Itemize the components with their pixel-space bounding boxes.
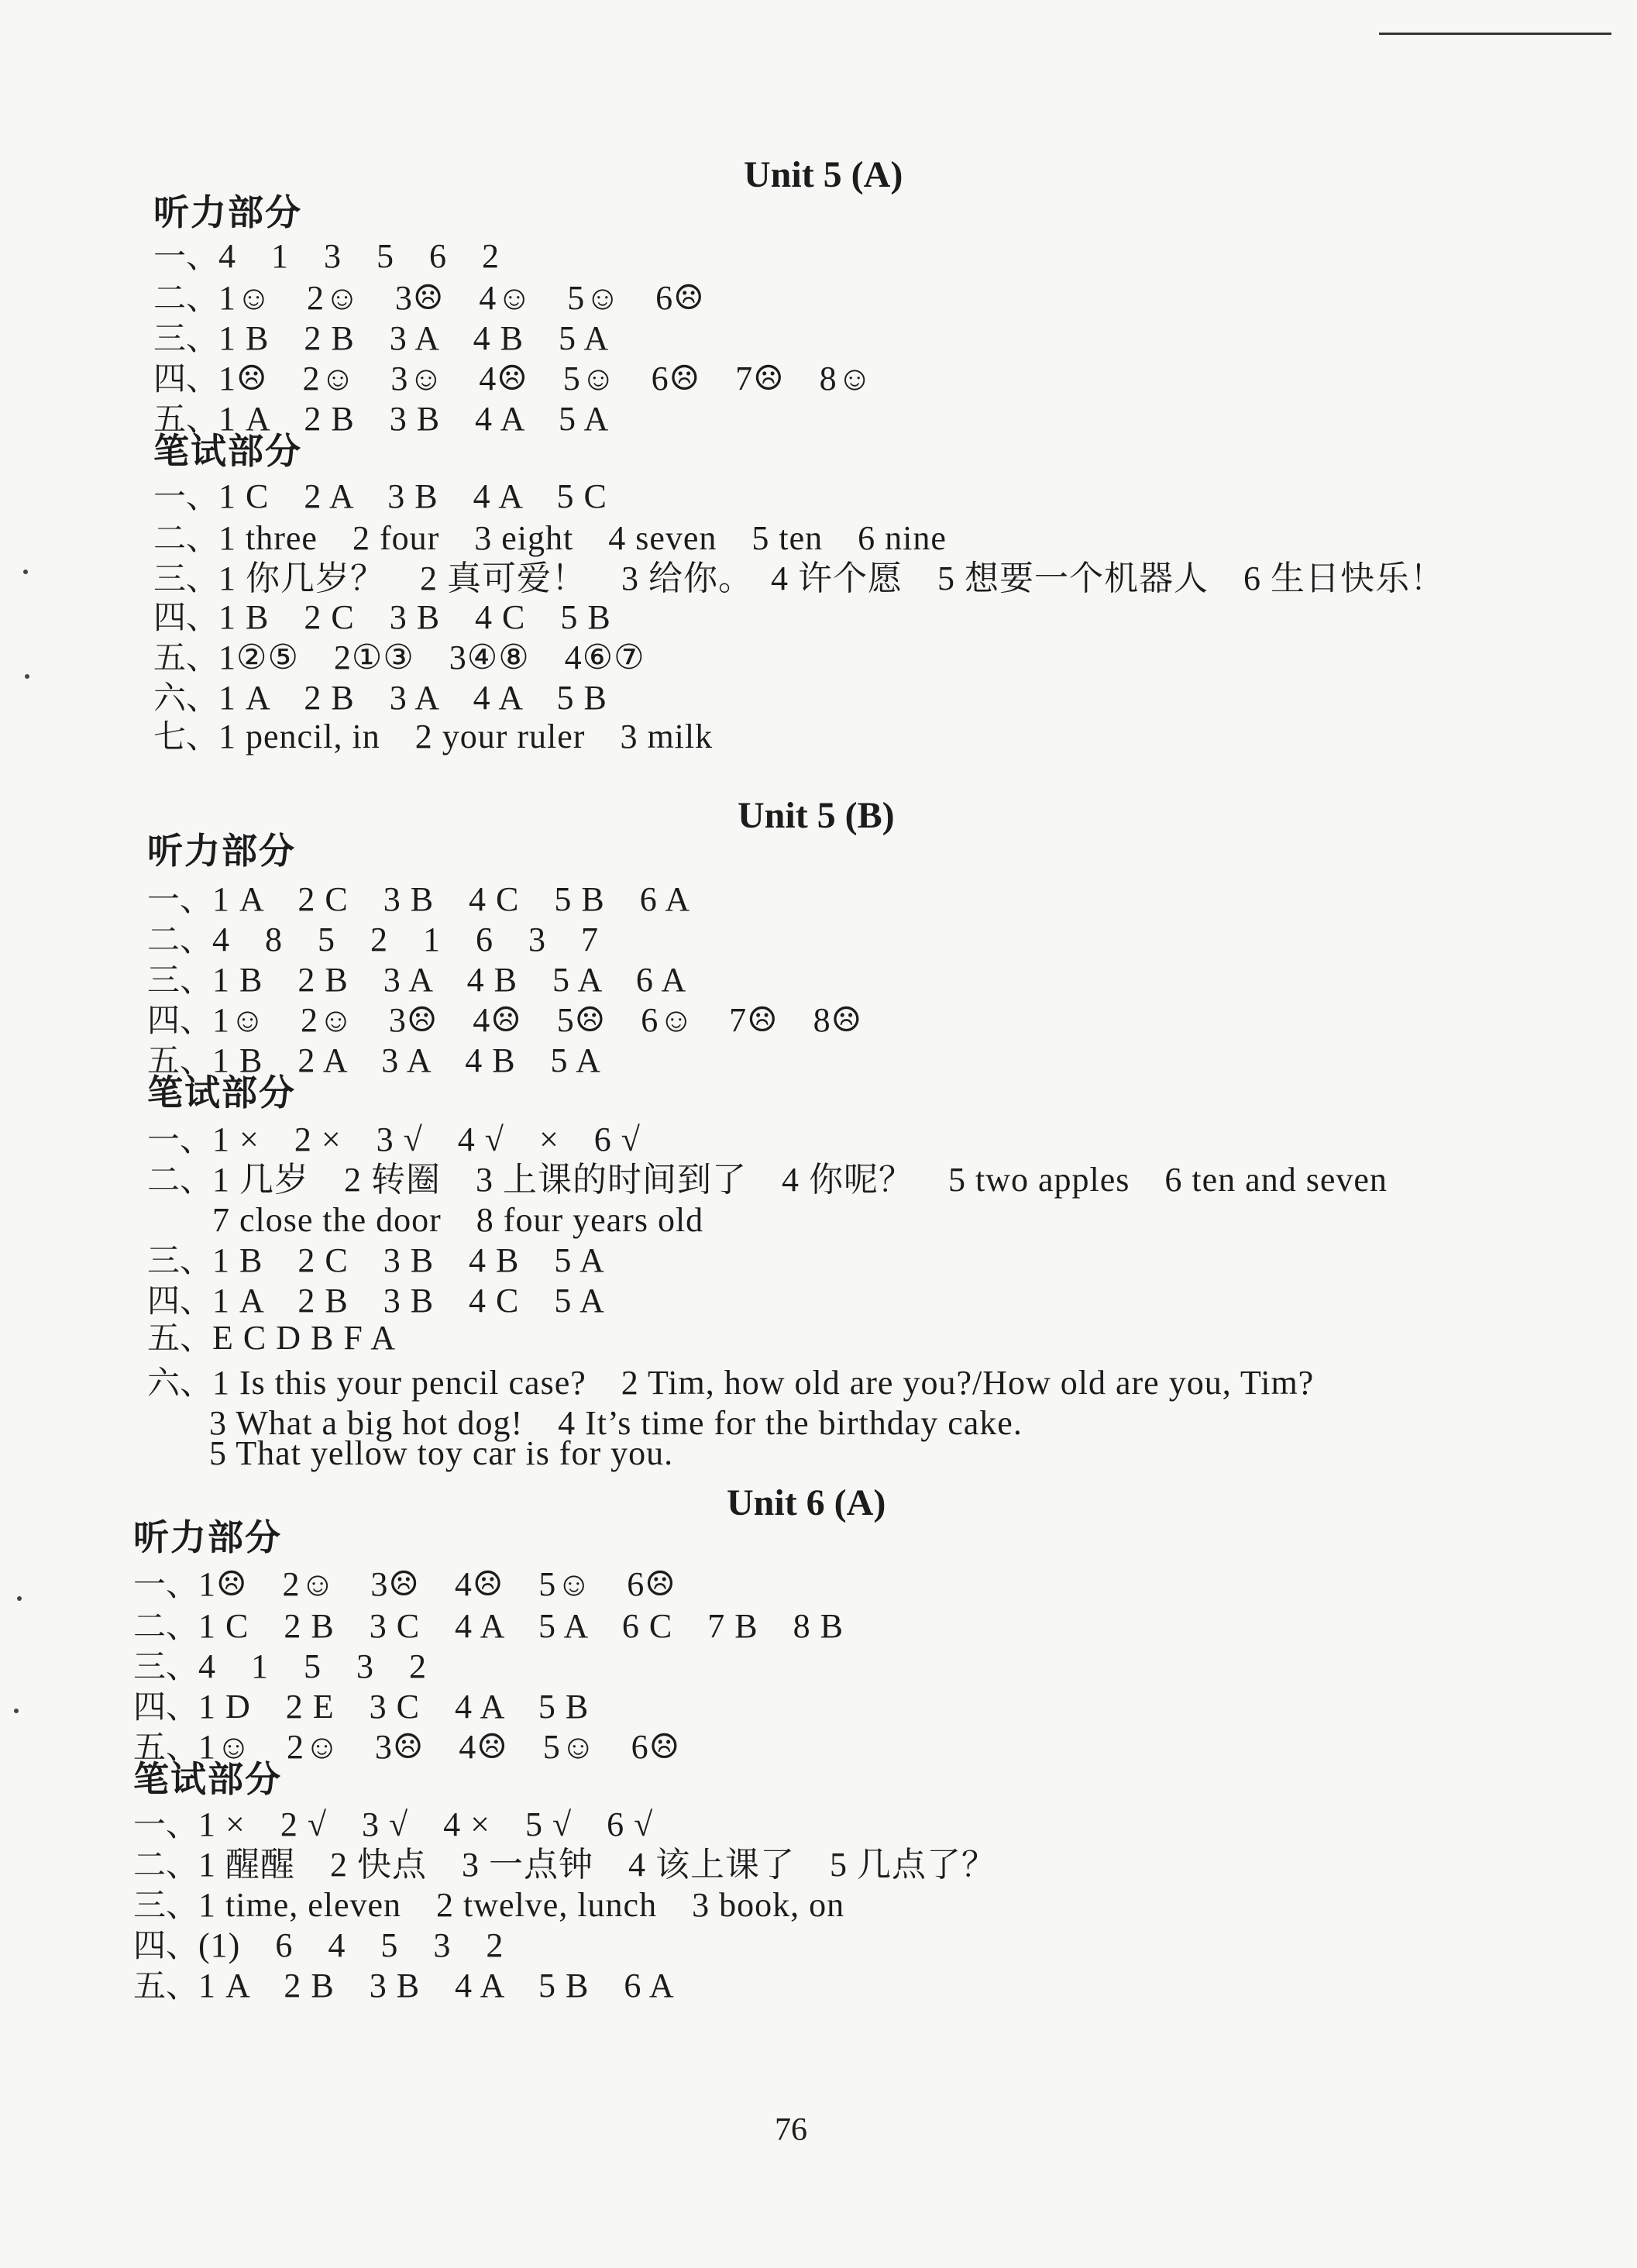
answer-row: 四、1☹ 2☺ 3☺ 4☹ 5☺ 6☹ 7☹ 8☺ <box>153 360 873 398</box>
answer-row: 二、1 three 2 four 3 eight 4 seven 5 ten 6 nine <box>153 519 947 557</box>
answer-row: 四、1 A 2 B 3 B 4 C 5 A <box>147 1282 605 1320</box>
scan-speck <box>14 1709 19 1713</box>
answer-row: 3 What a big hot dog! 4 It’s time for the birthday cake. <box>209 1404 1023 1442</box>
page-number: 76 <box>775 2112 807 2148</box>
answer-row: 三、1 B 2 B 3 A 4 B 5 A 6 A <box>147 961 687 999</box>
answer-row: 五、1 A 2 B 3 B 4 A 5 B 6 A <box>133 1967 675 2005</box>
answer-row: 一、1 A 2 C 3 B 4 C 5 B 6 A <box>147 880 691 918</box>
answer-row: 一、1☹ 2☺ 3☹ 4☹ 5☺ 6☹ <box>133 1565 676 1603</box>
answer-row: 四、1 B 2 C 3 B 4 C 5 B <box>153 598 611 636</box>
written-label: 笔试部分 <box>153 430 302 472</box>
scan-speck <box>23 570 28 574</box>
answer-row: 四、1☺ 2☺ 3☹ 4☹ 5☹ 6☺ 7☹ 8☹ <box>147 1001 863 1039</box>
answer-row: 五、1 A 2 B 3 B 4 A 5 A <box>153 400 610 438</box>
answer-row: 5 That yellow toy car is for you. <box>209 1434 674 1472</box>
answer-row: 五、E C D B F A <box>147 1319 397 1357</box>
answer-row: 六、1 Is this your pencil case? 2 Tim, how old are you?/How old are you, Tim? <box>147 1364 1315 1402</box>
answer-row: 三、1 B 2 B 3 A 4 B 5 A <box>153 319 610 357</box>
answer-row: 二、1 醒醒 2 快点 3 一点钟 4 该上课了 5 几点了？ <box>133 1846 997 1884</box>
answer-row: 一、1 × 2 × 3 √ 4 √ × 6 √ <box>147 1120 641 1158</box>
written-label: 笔试部分 <box>147 1072 296 1113</box>
answer-row: 五、1 B 2 A 3 A 4 B 5 A <box>147 1041 601 1079</box>
answer-row: 一、4 1 3 5 6 2 <box>153 237 500 275</box>
answer-row: 三、1 你几岁？ 2 真可爱！ 3 给你。 4 许个愿 5 想要一个机器人 6 生日快乐！ <box>153 559 1446 597</box>
answer-row: 四、1 D 2 E 3 C 4 A 5 B <box>133 1688 590 1726</box>
answer-row: 三、1 time, eleven 2 twelve, lunch 3 book, on <box>133 1886 845 1924</box>
listening-label: 听力部分 <box>153 191 302 233</box>
top-rule <box>1379 33 1611 35</box>
listening-label: 听力部分 <box>133 1516 282 1558</box>
scan-speck <box>17 1596 22 1601</box>
answer-row: 四、(1) 6 4 5 3 2 <box>133 1926 504 1964</box>
answer-row: 二、1 C 2 B 3 C 4 A 5 A 6 C 7 B 8 B <box>133 1607 844 1645</box>
answer-row: 六、1 A 2 B 3 A 4 A 5 B <box>153 679 607 717</box>
listening-label: 听力部分 <box>147 830 296 872</box>
written-label: 笔试部分 <box>133 1758 282 1800</box>
answer-row: 二、1☺ 2☺ 3☹ 4☺ 5☺ 6☹ <box>153 279 705 317</box>
unit-title: Unit 5 (A) <box>744 154 903 195</box>
answer-row: 一、1 C 2 A 3 B 4 A 5 C <box>153 477 607 515</box>
answer-row: 二、4 8 5 2 1 6 3 7 <box>147 921 600 958</box>
answer-row: 一、1 × 2 √ 3 √ 4 × 5 √ 6 √ <box>133 1805 654 1843</box>
answer-row: 七、1 pencil, in 2 your ruler 3 milk <box>153 718 714 755</box>
scan-speck <box>25 674 29 679</box>
answer-row: 二、1 几岁 2 转圈 3 上课的时间到了 4 你呢？ 5 two apples 6 ten and seven <box>147 1161 1388 1199</box>
answer-row: 7 close the door 8 four years old <box>212 1201 704 1239</box>
unit-title: Unit 5 (B) <box>738 795 895 836</box>
answer-row: 五、1☺ 2☺ 3☹ 4☹ 5☺ 6☹ <box>133 1728 681 1766</box>
answer-row: 五、1②⑤ 2①③ 3④⑧ 4⑥⑦ <box>153 638 645 676</box>
answer-row: 三、1 B 2 C 3 B 4 B 5 A <box>147 1241 605 1279</box>
unit-title: Unit 6 (A) <box>727 1482 886 1523</box>
answer-row: 三、4 1 5 3 2 <box>133 1647 428 1685</box>
